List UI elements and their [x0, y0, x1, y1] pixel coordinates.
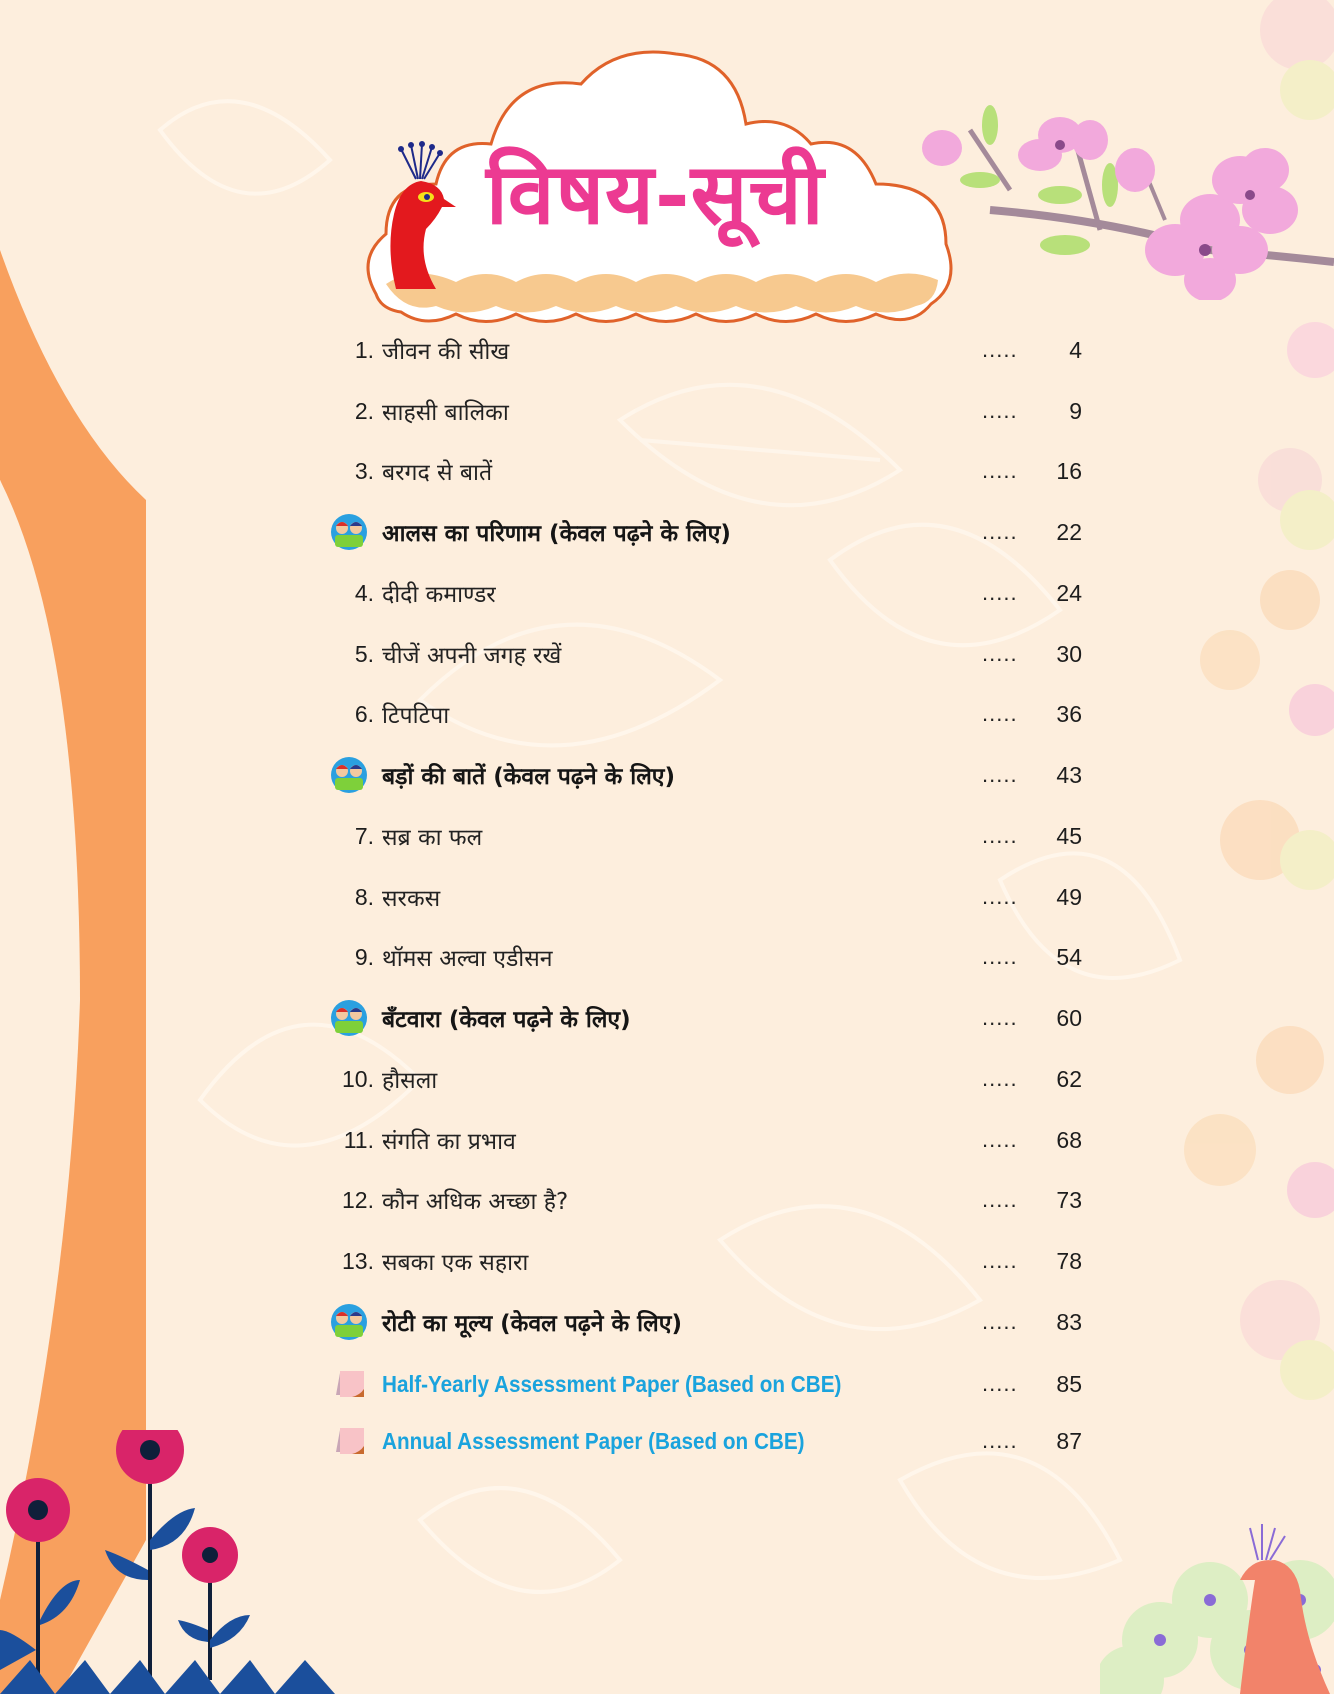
leader-dots: ..... — [982, 1066, 1018, 1091]
leader-dots: ..... — [982, 519, 1018, 544]
leader-dots: ..... — [982, 337, 1018, 362]
toc-entry-assessment[interactable] — [322, 1421, 1082, 1461]
page-number: 4 — [1069, 336, 1082, 363]
children-reading-icon — [330, 513, 368, 551]
page-title: विषय-सूची — [486, 144, 825, 243]
toc-entry[interactable] — [322, 1059, 1082, 1099]
chapter-title[interactable]: संगति का प्रभाव — [382, 1129, 516, 1155]
chapter-title[interactable]: सरकस — [382, 886, 441, 912]
reading-title[interactable]: बड़ों की बातें (केवल पढ़ने के लिए) — [382, 764, 676, 790]
page-number: 49 — [1056, 883, 1082, 910]
flowers-decoration — [0, 1430, 340, 1694]
chapter-number: 8. — [354, 883, 374, 910]
page-number: 68 — [1056, 1126, 1082, 1153]
chapter-number: 12. — [342, 1186, 374, 1213]
toc-entry[interactable] — [322, 634, 1082, 674]
chapter-number: 5. — [354, 640, 374, 667]
page-number: 54 — [1056, 943, 1082, 970]
leader-dots: ..... — [982, 762, 1018, 787]
chapter-number: 7. — [354, 822, 374, 849]
page-number: 78 — [1056, 1247, 1082, 1274]
page-number: 16 — [1056, 457, 1082, 484]
leader-dots: ..... — [982, 1127, 1018, 1152]
toc-entry[interactable] — [322, 937, 1082, 977]
chapter-title[interactable]: हौसला — [382, 1068, 438, 1094]
reading-title[interactable]: रोटी का मूल्य (केवल पढ़ने के लिए) — [382, 1311, 682, 1337]
chapter-number: 1. — [354, 336, 374, 363]
chapter-title[interactable]: सबका एक सहारा — [382, 1250, 529, 1276]
chapter-number: 2. — [354, 397, 374, 424]
toc-entry[interactable] — [322, 451, 1082, 491]
chapter-title[interactable]: टिपटिपा — [382, 703, 450, 729]
chapter-title[interactable]: जीवन की सीख — [382, 339, 510, 365]
page-number: 85 — [1056, 1370, 1082, 1397]
page-number: 30 — [1056, 640, 1082, 667]
page-number: 24 — [1056, 579, 1082, 606]
leader-dots: ..... — [982, 1005, 1018, 1030]
chapter-title[interactable]: चीजें अपनी जगह रखें — [382, 643, 562, 669]
chapter-title[interactable]: दीदी कमाण्डर — [382, 582, 496, 608]
toc-entry[interactable] — [322, 816, 1082, 856]
chapter-title[interactable]: थॉमस अल्वा एडीसन — [382, 946, 553, 972]
leader-dots: ..... — [982, 1428, 1018, 1453]
chapter-title[interactable]: साहसी बालिका — [382, 400, 509, 426]
children-reading-icon — [330, 999, 368, 1037]
page-number: 62 — [1056, 1065, 1082, 1092]
cherry-blossom-branch — [910, 80, 1334, 300]
peacock-head-icon — [356, 139, 466, 299]
page-number: 36 — [1056, 700, 1082, 727]
chapter-title[interactable]: बरगद से बातें — [382, 460, 493, 486]
leader-dots: ..... — [982, 701, 1018, 726]
leader-dots: ..... — [982, 580, 1018, 605]
toc-entry-reading[interactable] — [322, 1302, 1082, 1342]
chapter-number: 4. — [354, 579, 374, 606]
reading-title[interactable]: बँटवारा (केवल पढ़ने के लिए) — [382, 1007, 631, 1033]
chapter-number: 3. — [354, 457, 374, 484]
page-number: 87 — [1056, 1427, 1082, 1454]
toc-entry[interactable] — [322, 694, 1082, 734]
chapter-number: 10. — [342, 1065, 374, 1092]
leader-dots: ..... — [982, 823, 1018, 848]
chapter-number: 13. — [342, 1247, 374, 1274]
toc-entry[interactable] — [322, 1241, 1082, 1281]
chapter-title[interactable]: सब्र का फल — [382, 825, 483, 851]
toc-entry[interactable] — [322, 1120, 1082, 1160]
page-number: 22 — [1056, 518, 1082, 545]
leader-dots: ..... — [982, 944, 1018, 969]
page-number: 60 — [1056, 1004, 1082, 1031]
page-number: 9 — [1069, 397, 1082, 424]
leader-dots: ..... — [982, 1248, 1018, 1273]
toc-entry-assessment[interactable] — [322, 1364, 1082, 1404]
title-banner — [356, 44, 961, 326]
children-reading-icon — [330, 756, 368, 794]
toc-entry[interactable] — [322, 877, 1082, 917]
toc-entry-reading[interactable] — [322, 512, 1082, 552]
page-number: 43 — [1056, 761, 1082, 788]
leader-dots: ..... — [982, 641, 1018, 666]
sticky-note-icon — [330, 1365, 368, 1403]
chapter-number: 11. — [343, 1126, 374, 1153]
reading-title[interactable]: आलस का परिणाम (केवल पढ़ने के लिए) — [382, 521, 731, 547]
chapter-number: 6. — [354, 700, 374, 727]
chapter-title[interactable]: कौन अधिक अच्छा है? — [382, 1189, 569, 1215]
peacock-illustration — [1100, 1480, 1334, 1694]
toc-entry[interactable] — [322, 573, 1082, 613]
toc-entry-reading[interactable] — [322, 998, 1082, 1038]
toc-entry[interactable] — [322, 391, 1082, 431]
toc-entry[interactable] — [322, 1180, 1082, 1220]
page-number: 83 — [1056, 1308, 1082, 1335]
leader-dots: ..... — [982, 1371, 1018, 1396]
chapter-number: 9. — [354, 943, 374, 970]
toc-entry-reading[interactable] — [322, 755, 1082, 795]
leader-dots: ..... — [982, 1187, 1018, 1212]
assessment-title[interactable]: Half-Yearly Assessment Paper (Based on CBE) — [382, 1370, 842, 1397]
page-number: 73 — [1056, 1186, 1082, 1213]
children-reading-icon — [330, 1303, 368, 1341]
leader-dots: ..... — [982, 1309, 1018, 1334]
leader-dots: ..... — [982, 884, 1018, 909]
toc-entry[interactable] — [322, 330, 1082, 370]
page-number: 45 — [1056, 822, 1082, 849]
leader-dots: ..... — [982, 398, 1018, 423]
assessment-title[interactable]: Annual Assessment Paper (Based on CBE) — [382, 1427, 805, 1454]
leader-dots: ..... — [982, 458, 1018, 483]
